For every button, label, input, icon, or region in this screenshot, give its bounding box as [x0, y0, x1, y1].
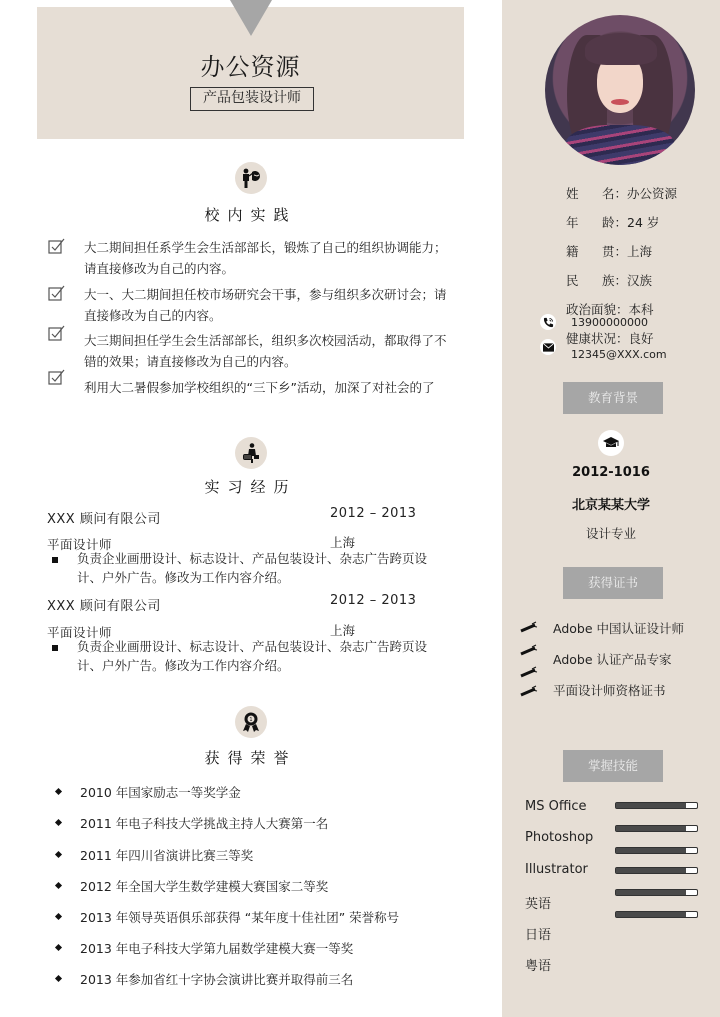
- profile-political-row: 政治面貌：本科: [566, 302, 654, 317]
- worker-icon: [235, 437, 267, 469]
- profile-name-row: 姓 名：办公资源: [566, 186, 678, 201]
- profile-phone: 13900000000: [571, 316, 648, 329]
- presenter-icon: [235, 162, 267, 194]
- job-description: 负责企业画册设计、标志设计、产品包装设计、杂志广告跨页设计、户外广告。修改为工作内容介绍。: [77, 551, 428, 585]
- checkbox-icon: [48, 284, 66, 302]
- education-major: 设计专业: [585, 526, 636, 541]
- profile-age-value: 24 岁: [627, 215, 660, 230]
- header-triangle-decoration: [230, 0, 272, 36]
- job-dates: 2012 – 2013: [330, 506, 417, 521]
- profile-health-row: 健康状况：良好: [566, 331, 654, 346]
- section-title-honors: 获得荣誉: [204, 749, 297, 767]
- job-company: XXX 顾问有限公司: [47, 599, 161, 614]
- campus-item-text: 大三期间担任学生会生活部部长，组织多次校园活动，都取得了不错的效果；请直接修改为自己的内容。: [84, 333, 447, 369]
- job-role: 平面设计师: [47, 625, 113, 640]
- job-role: 平面设计师: [47, 537, 113, 552]
- bullet-diamond: [55, 944, 62, 951]
- skill-bar: [615, 825, 698, 832]
- diploma-icon: [520, 685, 540, 697]
- job-city: 上海: [330, 623, 356, 638]
- skill-label: 粤语: [525, 959, 552, 974]
- job-description: 负责企业画册设计、标志设计、产品包装设计、杂志广告跨页设计、户外广告。修改为工作内容介绍。: [77, 639, 428, 673]
- skill-label: Photoshop: [525, 830, 594, 845]
- checkbox-icon: [48, 237, 66, 255]
- job-dates: 2012 – 2013: [330, 593, 417, 608]
- campus-item-text: 大一、大二期间担任校市场研究会干事，参与组织多次研讨会；请直接修改为自己的内容。: [84, 287, 447, 323]
- diploma-icon: [520, 621, 540, 633]
- skill-label: 英语: [525, 897, 552, 912]
- skill-bar: [615, 867, 698, 874]
- bullet-square: [52, 557, 58, 563]
- skill-label: Illustrator: [525, 862, 588, 877]
- resume-name: 办公资源: [200, 53, 301, 81]
- checkbox-icon: [48, 368, 66, 386]
- education-school: 北京某某大学: [571, 498, 650, 513]
- skill-bar: [615, 911, 698, 918]
- skills-tag: 掌握技能: [563, 750, 663, 782]
- profile-name-value: 办公资源: [627, 186, 678, 201]
- skill-bar: [615, 847, 698, 854]
- profile-email: 12345@XXX.com: [571, 348, 667, 361]
- job-city: 上海: [330, 535, 356, 550]
- phone-icon: [540, 314, 556, 330]
- campus-item-text: 大二期间担任系学生会生活部部长，锻炼了自己的组织协调能力；请直接修改为自己的内容。: [84, 240, 447, 276]
- skill-label: MS Office: [525, 799, 587, 814]
- profile-hometown-value: 上海: [627, 244, 653, 259]
- bullet-diamond: [55, 819, 62, 826]
- profile-ethnicity-row: 民 族：汉族: [566, 273, 653, 288]
- email-icon: [540, 339, 556, 355]
- bullet-diamond: [55, 975, 62, 982]
- graduation-cap-icon: [598, 430, 624, 456]
- job-title-badge: 产品包装设计师: [190, 87, 314, 111]
- profile-age-row: 年 龄：24 岁: [566, 215, 660, 230]
- avatar-photo: [545, 15, 695, 165]
- skill-bar: [615, 889, 698, 896]
- bullet-diamond: [55, 882, 62, 889]
- bullet-diamond: [55, 913, 62, 920]
- diploma-icon: [520, 666, 540, 678]
- section-title-campus: 校内实践: [204, 206, 297, 224]
- education-tag: 教育背景: [563, 382, 663, 414]
- certificates-tag: 获得证书: [563, 567, 663, 599]
- bullet-square: [52, 645, 58, 651]
- education-period: 2012-1016: [572, 465, 650, 480]
- diploma-icon: [520, 644, 540, 656]
- checkbox-icon: [48, 324, 66, 342]
- medal-icon: [235, 706, 267, 738]
- profile-ethnicity-value: 汉族: [627, 273, 653, 288]
- skill-bar: [615, 802, 698, 809]
- campus-item-text: 利用大二暑假参加学校组织的“三下乡”活动，加深了对社会的了: [84, 380, 435, 395]
- skill-label: 日语: [525, 928, 552, 943]
- job-company: XXX 顾问有限公司: [47, 512, 161, 527]
- svg-text:1: 1: [249, 717, 253, 723]
- profile-hometown-row: 籍 贯：上海: [566, 244, 653, 259]
- bullet-diamond: [55, 851, 62, 858]
- section-title-internship: 实习经历: [204, 478, 297, 496]
- bullet-diamond: [55, 788, 62, 795]
